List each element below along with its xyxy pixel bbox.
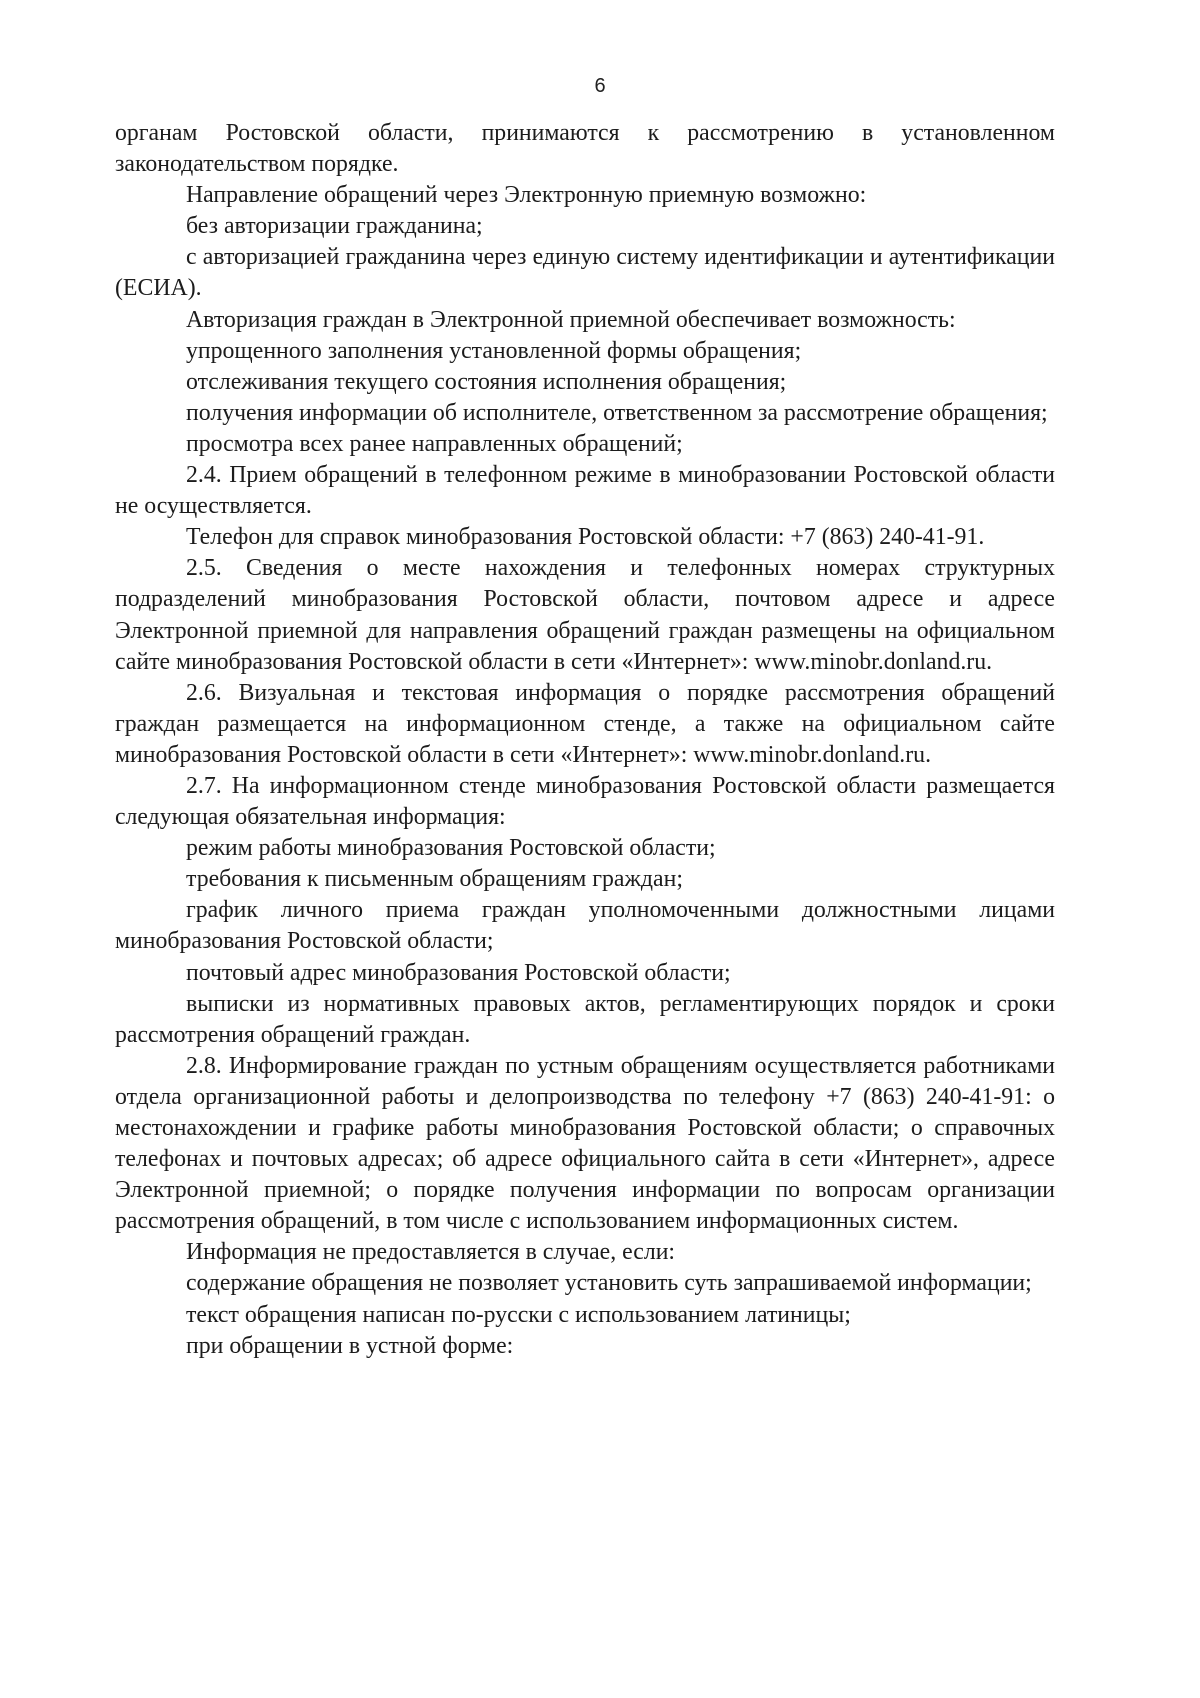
paragraph: упрощенного заполнения установленной формы обращения; xyxy=(186,337,802,364)
paragraph: 2.7. На информационном стенде минобразования Ростовской области размещается следующая обязательная информация: xyxy=(115,772,1055,831)
paragraph: с авторизацией гражданина через единую систему идентификации и аутентификации (ЕСИА). xyxy=(115,244,1055,302)
paragraph: 2.8. Информирование граждан по устным обращениям осуществляется работниками отдела организационной работы и делопроизводства по телефону +7 (863) 240-41-91: о местонахождении и графике работы минобразования Ростовской области; о справочных телефонах и почтовых адресах; об адресе официального сайта в сети «Интернет», адресе Электронной приемной; о порядке получения информации по вопросам организации рассмотрения обращений, в том числе с использованием информационных систем. xyxy=(115,1052,1055,1235)
paragraph: при обращении в устной форме: xyxy=(186,1332,514,1359)
paragraph: без авторизации гражданина; xyxy=(186,213,483,240)
paragraph: Авторизация граждан в Электронной приемной обеспечивает возможность: xyxy=(186,306,956,333)
paragraph: почтовый адрес минобразования Ростовской области; xyxy=(186,959,731,986)
paragraph: текст обращения написан по-русски с использованием латиницы; xyxy=(186,1301,851,1328)
page-number: 6 xyxy=(594,75,606,97)
paragraph: получения информации об исполнителе, ответственном за рассмотрение обращения; xyxy=(186,399,1048,426)
document-body xyxy=(115,118,1055,1362)
paragraph: отслеживания текущего состояния исполнения обращения; xyxy=(186,368,787,395)
paragraph: Телефон для справок минобразования Ростовской области: +7 (863) 240-41-91. xyxy=(186,524,985,551)
paragraph: выписки из нормативных правовых актов, регламентирующих порядок и сроки рассмотрения обращений граждан. xyxy=(115,990,1055,1048)
paragraph: Направление обращений через Электронную приемную возможно: xyxy=(186,182,867,209)
paragraph: Информация не предоставляется в случае, если: xyxy=(186,1239,676,1266)
paragraph: требования к письменным обращениям граждан; xyxy=(186,866,683,893)
paragraph: 2.5. Сведения о месте нахождения и телефонных номерах структурных подразделений минобразования Ростовской области, почтовом адресе и адресе Электронной приемной для направления обращений граждан размещены на официальном сайте минобразования Ростовской области в сети «Интернет»: www.minobr.donland.ru. xyxy=(115,555,1055,675)
paragraph: график личного приема граждан уполномоченными должностными лицами минобразования Ростовской области; xyxy=(115,897,1055,955)
paragraph: 2.4. Прием обращений в телефонном режиме в минобразовании Ростовской области не осуществляется. xyxy=(115,462,1055,520)
paragraph: просмотра всех ранее направленных обращений; xyxy=(186,430,683,457)
paragraph: 2.6. Визуальная и текстовая информация о порядке рассмотрения обращений граждан размещается на информационном стенде, а также на официальном сайте минобразования Ростовской области в сети «Интернет»: www.minobr.donland.ru. xyxy=(115,679,1055,768)
paragraph: режим работы минобразования Ростовской области; xyxy=(186,835,716,862)
paragraph: содержание обращения не позволяет установить суть запрашиваемой информации; xyxy=(186,1270,1032,1297)
paragraph: органам Ростовской области, принимаются к рассмотрению в установленном законодательством порядке. xyxy=(115,120,1055,178)
